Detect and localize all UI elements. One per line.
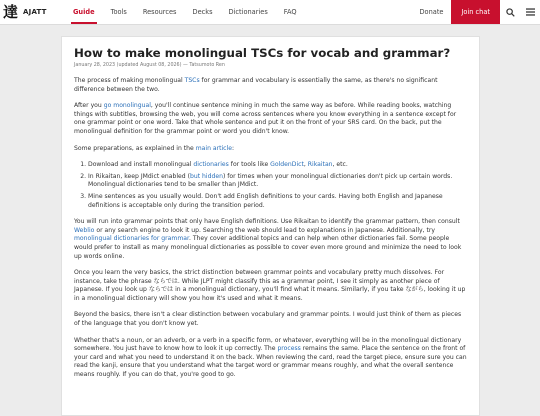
- link-monolingual-grammar-dictionaries[interactable]: monolingual dictionaries for grammar: [74, 235, 189, 243]
- link-goldendict[interactable]: GoldenDict: [270, 161, 304, 169]
- text: In Rikaitan, keep JMdict enabled (: [88, 172, 190, 180]
- paragraph-5: Once you learn the very basics, the strict distinction between grammar points and vocabulary pretty much dissolves. For instance, take the phrase ならでは. While JLPT might classify this as a grammar point, I see it simply as another piece of Japanese. If you look up ならでは in a monolingual dictionary, you'll find what it means. Similarly, if you take ながら, looking it up in a monolingual dictionary will show you how it's used and what it means.: [74, 269, 466, 302]
- link-dictionaries[interactable]: dictionaries: [193, 161, 229, 169]
- text: :: [231, 144, 235, 152]
- text: Download and install monolingual: [88, 161, 194, 169]
- list-item: [88, 161, 467, 170]
- text: . They cover additional topics and can help when other dictionaries fail. Some people would prefer to install as many monolingual dictionaries as possible to cover even more ground and minimize the need to look up words online.: [74, 235, 462, 260]
- logo-text: AJATT: [23, 8, 47, 16]
- link-go-monolingual[interactable]: go monolingual: [103, 102, 151, 110]
- top-navbar: [0, 0, 540, 25]
- nav-right: [411, 0, 540, 24]
- text: , etc.: [332, 161, 348, 169]
- text: ) for times when your monolingual dictionaries don't pick up certain words. Monolingual dictionaries tend to be smaller than JMdict.: [88, 172, 453, 189]
- donate-link[interactable]: Donate: [419, 8, 444, 16]
- paragraph-1: [74, 77, 467, 94]
- article-author: Tatsumoto Ren: [189, 63, 225, 68]
- nav-link-tools[interactable]: Tools: [110, 8, 127, 16]
- nav-link-faq[interactable]: FAQ: [283, 8, 297, 16]
- text: ,: [303, 161, 308, 169]
- paragraph-4: [74, 218, 467, 261]
- search-icon[interactable]: [500, 0, 520, 24]
- link-main-article[interactable]: main article: [195, 144, 232, 152]
- link-tscs[interactable]: TSCs: [184, 77, 200, 84]
- text: for grammar and vocabulary is essentially the same, as there's no significant difference between the two.: [74, 77, 438, 93]
- text: or any search engine to look it up. Searching the web should lead to explanations in Japanese. Additionally, try: [94, 226, 436, 234]
- nav-link-guide[interactable]: Guide: [65, 0, 103, 24]
- text: You will run into grammar points that only have English definitions. Use Rikaitan to identify the grammar pattern, then consult: [74, 218, 460, 226]
- meta-separator: —: [181, 63, 190, 68]
- nav-link-dictionaries[interactable]: Dictionaries: [228, 8, 268, 16]
- paragraph-2: [74, 102, 467, 136]
- text: Whether that's a noun, or an adverb, or a verb in a specific form, or whatever, everything will be in the monolingual dictionary somewhere. You just have to know how to look it up correctly. The: [74, 336, 462, 353]
- link-process[interactable]: process: [277, 345, 301, 353]
- menu-icon[interactable]: [520, 0, 540, 24]
- article-meta: [74, 63, 467, 69]
- article-title: How to make monolingual TSCs for vocab and grammar?: [74, 46, 451, 60]
- text: Some preparations, as explained in the: [74, 144, 196, 152]
- preparation-list: [74, 161, 467, 210]
- article-card: [61, 36, 480, 416]
- link-weblio[interactable]: Weblio: [74, 226, 95, 234]
- link-rikaitan[interactable]: Rikaitan: [307, 161, 333, 169]
- text: , you'll continue sentence mining in much the same way as before. While reading books, watching things with subtitles, browsing the web, you will come across sentences where you know everything in a sentence except for one grammar point or one word. Take that whole sentence and put it on the front of your SRS card. On the back, put the monolingual definition for the grammar point or word you didn't know.: [74, 102, 457, 135]
- paragraph-6: Beyond the basics, there isn't a clear distinction between vocabulary and grammar points. I would just think of them as pieces of the language that you don't know yet.: [74, 311, 462, 328]
- nav-links: [65, 0, 305, 24]
- text: After you: [74, 102, 104, 110]
- paragraph-3: [74, 145, 467, 154]
- nav-link-resources[interactable]: Resources: [142, 8, 177, 16]
- text: for tools like: [228, 161, 271, 169]
- join-chat-button[interactable]: Join chat: [451, 0, 500, 24]
- text: remains the same. Place the sentence on the front of your card and what you need to understand it on the back. When reviewing the card, read the target piece, ensure sure you can read the kanji, ensure that you understand what the target word or grammar means roughly, and what the overall sentence means roughly. If you can do that, you're good to go.: [74, 345, 467, 379]
- link-but-hidden[interactable]: but hidden: [189, 172, 223, 180]
- list-item: [88, 173, 467, 190]
- article-date: January 28, 2023 (updated August 08, 2026): [74, 63, 182, 68]
- site-logo[interactable]: [0, 2, 65, 21]
- text: The process of making monolingual: [74, 77, 185, 84]
- list-item: 3. Mine sentences as you usually would. Don't add English definitions to your cards. Having both English and Japanese definitions is acceptable only during the transition period.: [88, 193, 467, 210]
- logo-glyph: 達: [3, 2, 19, 21]
- nav-link-decks[interactable]: Decks: [192, 8, 213, 16]
- paragraph-7: [74, 337, 467, 380]
